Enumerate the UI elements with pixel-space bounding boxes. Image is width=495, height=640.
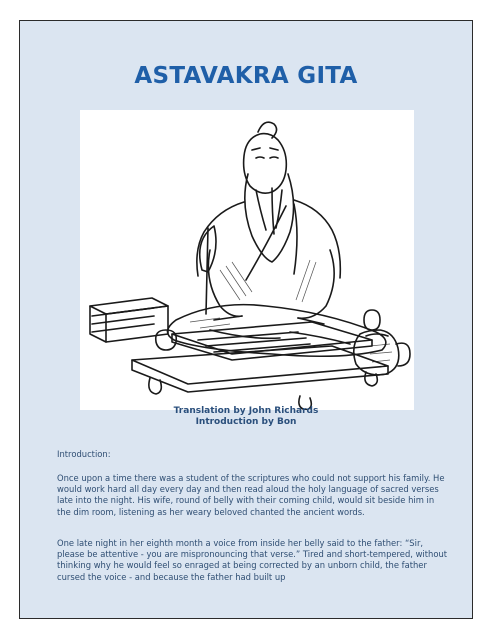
introduction-credit: Introduction by Bon xyxy=(195,417,297,427)
document-title: ASTAVAKRA GITA xyxy=(134,63,358,89)
sage-drawing-svg xyxy=(80,110,414,410)
document-page xyxy=(19,20,473,619)
paragraph-1: Once upon a time there was a student of the scriptures who could not support his family. He would work hard all day every day and then read aloud the holy language of sacred verses late into the night. His wife, round of belly with their coming child, would sit beside him in the dim room, listening as her weary beloved chanted the ancient words. xyxy=(57,473,445,517)
credits-block xyxy=(20,406,472,428)
introduction-heading: Introduction: xyxy=(57,449,111,459)
sage-illustration xyxy=(80,110,414,410)
paragraph-2: One late night in her eighth month a voice from inside her belly said to the father: “Sir, please be attentive - you are mispronouncing that verse.” Tired and short-tempered, without thinking why he would feel so enraged at being corrected by an unborn child, the father cursed the voice - and because the father had built up xyxy=(57,538,448,582)
translation-credit: Translation by John Richards xyxy=(173,406,319,416)
